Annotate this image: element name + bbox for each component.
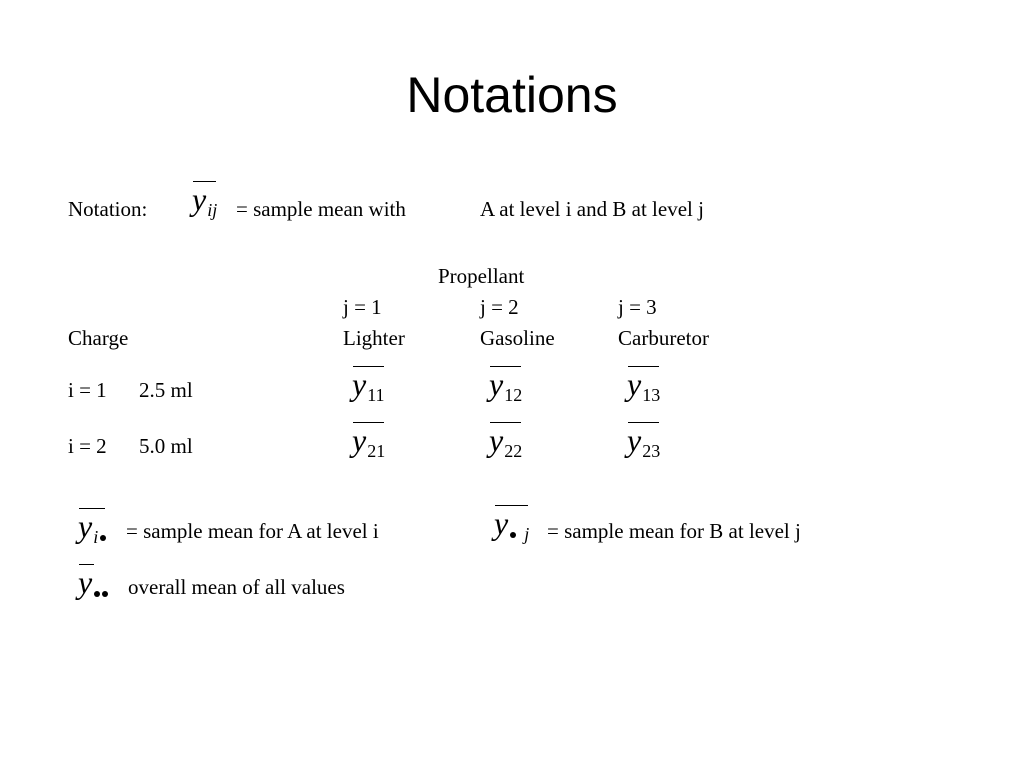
symbol-ybar-dot-dot: y [78,566,108,598]
cell-ybar-12: $y_{12}$ [489,366,523,405]
column-name-lighter: Lighter [343,326,405,350]
charge-header: Charge [68,326,129,350]
row-level-1: 2.5 ml [139,378,193,402]
notation-label: Notation: [68,197,148,221]
row-index-2: i = 2 [68,434,107,458]
notation-desc-levels: A at level i and B at level j [480,197,704,221]
row-level-2: 5.0 ml [139,434,193,458]
cell-ybar-21: $y_{21}$ [352,422,386,461]
slide-title: Notations [406,67,618,123]
mean-a-desc: = sample mean for A at level i [126,519,379,543]
column-name-carburetor: Carburetor [618,326,709,350]
column-index-3: j = 3 [618,295,657,319]
column-index-1: j = 1 [343,295,382,319]
column-index-2: j = 2 [480,295,519,319]
cell-ybar-22: $y_{22}$ [489,422,523,461]
cell-ybar-23: $y_{23}$ [627,422,661,461]
column-name-gasoline: Gasoline [480,326,555,350]
row-index-1: i = 1 [68,378,107,402]
cell-ybar-13: $y_{13}$ [627,366,661,405]
propellant-header: Propellant [438,264,525,288]
overall-mean-desc: overall mean of all values [128,575,345,599]
symbol-ybar-i-dot: $y_i$ [78,510,106,542]
cell-ybar-11: $y_{11}$ [352,366,385,405]
notation-desc: = sample mean with [236,197,406,221]
symbol-ybar-dot-j: y $_j$ [494,505,530,544]
mean-b-desc: = sample mean for B at level j [547,519,801,543]
notation-symbol-ybar-ij: $y_{ij}$ [192,181,218,220]
